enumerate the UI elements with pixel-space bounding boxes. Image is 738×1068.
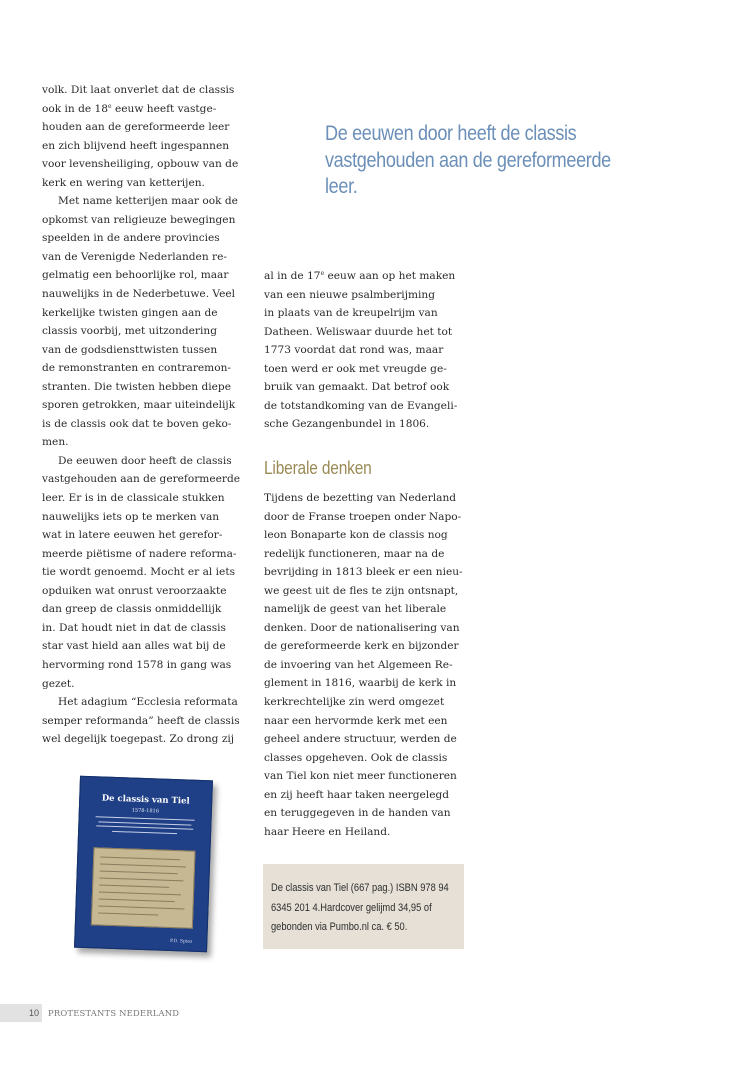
right-text-column-bottom: [264, 489, 469, 841]
text-line: nauwelijks in de Nederbetuwe. Veel: [42, 288, 236, 301]
text-line: de gereformeerde kerk en bijzonder: [264, 640, 459, 653]
text-line: opduiken wat onrust veroorzaakte: [42, 584, 227, 597]
text-line: haar Heere en Heiland.: [264, 825, 391, 838]
pull-quote: [325, 121, 611, 201]
text-line: en zij heeft haar taken neergelegd: [264, 788, 450, 801]
book-info-line: De classis van Tiel (667 pag.) ISBN 978 94: [271, 882, 449, 894]
pull-quote-line: De eeuwen door heeft de classis: [325, 122, 577, 145]
text-line: De eeuwen door heeft de classis: [58, 454, 232, 467]
section-heading: Liberale denken: [264, 458, 372, 478]
text-line: geheel andere structuur, werden de: [264, 733, 457, 746]
text-line: van Tiel kon niet meer functioneren: [264, 770, 457, 783]
text-line: glement in 1816, waarbij de kerk in: [264, 677, 457, 690]
page-number: 10: [29, 1008, 40, 1018]
text-line: gelmatig een behoorlijke rol, maar: [42, 269, 229, 282]
text-line: star vast hield aan alles wat bij de: [42, 640, 226, 653]
text-line: 1773 voordat dat rond was, maar: [264, 344, 444, 357]
text-line: Het adagium “Ecclesia reformata: [58, 696, 238, 709]
text-line: meerde piëtisme of nadere reforma-: [42, 547, 237, 560]
text-line: kerkrechtelijke zin werd omgezet: [264, 696, 445, 709]
text-line: wel degelijk toegepast. Zo drong zij: [42, 733, 235, 746]
text-line: van de Verenigde Nederlanden re-: [42, 250, 227, 263]
right-text-column-top: [264, 267, 469, 434]
pull-quote-line: vastgehouden aan de gereformeerde: [325, 148, 611, 172]
text-line: in plaats van de kreupelrijm van: [264, 307, 438, 320]
text-line: vastgehouden aan de gereformeerde: [42, 473, 240, 486]
text-line: nauwelijks iets op te merken van: [42, 510, 220, 523]
text-line: semper reformanda” heeft de classis: [42, 714, 240, 727]
text-line: naar een hervormde kerk met een: [264, 714, 448, 727]
text-line: voor levensheiliging, opbouw van de: [42, 158, 239, 171]
text-line: sporen getrokken, maar uiteindelijk: [42, 399, 236, 412]
text-line: de remonstranten en contraremon-: [42, 362, 232, 375]
text-line: van de godsdiensttwisten tussen: [42, 343, 218, 356]
text-line: speelden in de andere provincies: [42, 232, 220, 245]
left-text-column: [42, 81, 247, 749]
text-line: in. Dat houdt niet in dat de classis: [42, 621, 226, 634]
book-cover-image: [74, 776, 213, 953]
text-line: van een nieuwe psalmberijming: [264, 288, 436, 301]
book-cover-subtitle-lines: [91, 816, 199, 842]
book-cover-author: P.D. Spies: [169, 938, 193, 945]
text-line: bruik van gemaakt. Dat betrof ook: [264, 381, 450, 394]
text-line: de invoering van het Algemeen Re-: [264, 658, 453, 671]
text-line: leon Bonaparte kon de classis nog: [264, 529, 448, 542]
text-line: gezet.: [42, 677, 75, 690]
text-line: denken. Door de nationalisering van: [264, 621, 460, 634]
text-line: volk. Dit laat onverlet dat de classis: [42, 84, 235, 96]
text-line: stranten. Die twisten hebben diepe: [42, 380, 231, 393]
book-info-line: gebonden via Pumbo.nl ca. € 50.: [271, 921, 408, 933]
text-line: en teruggegeven in de handen van: [264, 807, 451, 820]
text-line: leer. Er is in de classicale stukken: [42, 492, 225, 505]
publication-name: PROTESTANTS NEDERLAND: [48, 1008, 180, 1018]
book-info-box: [263, 864, 464, 949]
book-cover-title: De classis van Tiel: [101, 793, 190, 807]
text-line: sche Gezangenbundel in 1806.: [264, 418, 430, 431]
text-line: Datheen. Weliswaar duurde het tot: [264, 325, 453, 338]
text-line: de totstandkoming van de Evangeli-: [264, 399, 458, 412]
text-line: en zich blijvend heeft ingespannen: [42, 139, 230, 152]
text-line: al in de 17e eeuw aan op het maken: [264, 270, 456, 282]
pull-quote-line: leer.: [325, 175, 358, 198]
text-line: redelijk functioneren, maar na de: [264, 547, 445, 560]
text-line: kerk en wering van ketterijen.: [42, 176, 205, 189]
text-line: door de Franse troepen onder Napo-: [264, 510, 462, 523]
text-line: wat in latere eeuwen het gerefor-: [42, 529, 223, 542]
text-line: is de classis ook dat te boven geko-: [42, 417, 232, 430]
text-line: opkomst van religieuze bewegingen: [42, 213, 236, 226]
text-line: classis voorbij, met uitzondering: [42, 325, 217, 338]
manuscript-illustration: [91, 847, 196, 929]
text-line: Met name ketterijen maar ook de: [58, 195, 238, 208]
book-info-line: 6345 201 4.Hardcover gelijmd 34,95 of: [271, 901, 432, 914]
text-line: toen werd er ook met vreugde ge-: [264, 362, 447, 375]
text-line: tie wordt genoemd. Mocht er al iets: [42, 566, 236, 579]
text-line: kerkelijke twisten gingen aan de: [42, 306, 218, 319]
text-line: namelijk de geest van het liberale: [264, 603, 447, 616]
text-line: bevrijding in 1813 bleek er een nieu-: [264, 566, 463, 579]
text-line: we geest uit de fles te zijn ontsnapt,: [264, 584, 459, 597]
text-line: Tijdens de bezetting van Nederland: [264, 492, 457, 504]
book-cover-years: 1578-1816: [131, 807, 160, 815]
text-line: hervorming rond 1578 in gang was: [42, 658, 232, 671]
text-line: ook in de 18e eeuw heeft vastge-: [42, 102, 217, 115]
text-line: dan greep de classis onmiddellijk: [42, 603, 222, 616]
text-line: houden aan de gereformeerde leer: [42, 121, 230, 134]
text-line: men.: [42, 436, 69, 449]
text-line: classes opgeheven. Ook de classis: [264, 751, 448, 764]
